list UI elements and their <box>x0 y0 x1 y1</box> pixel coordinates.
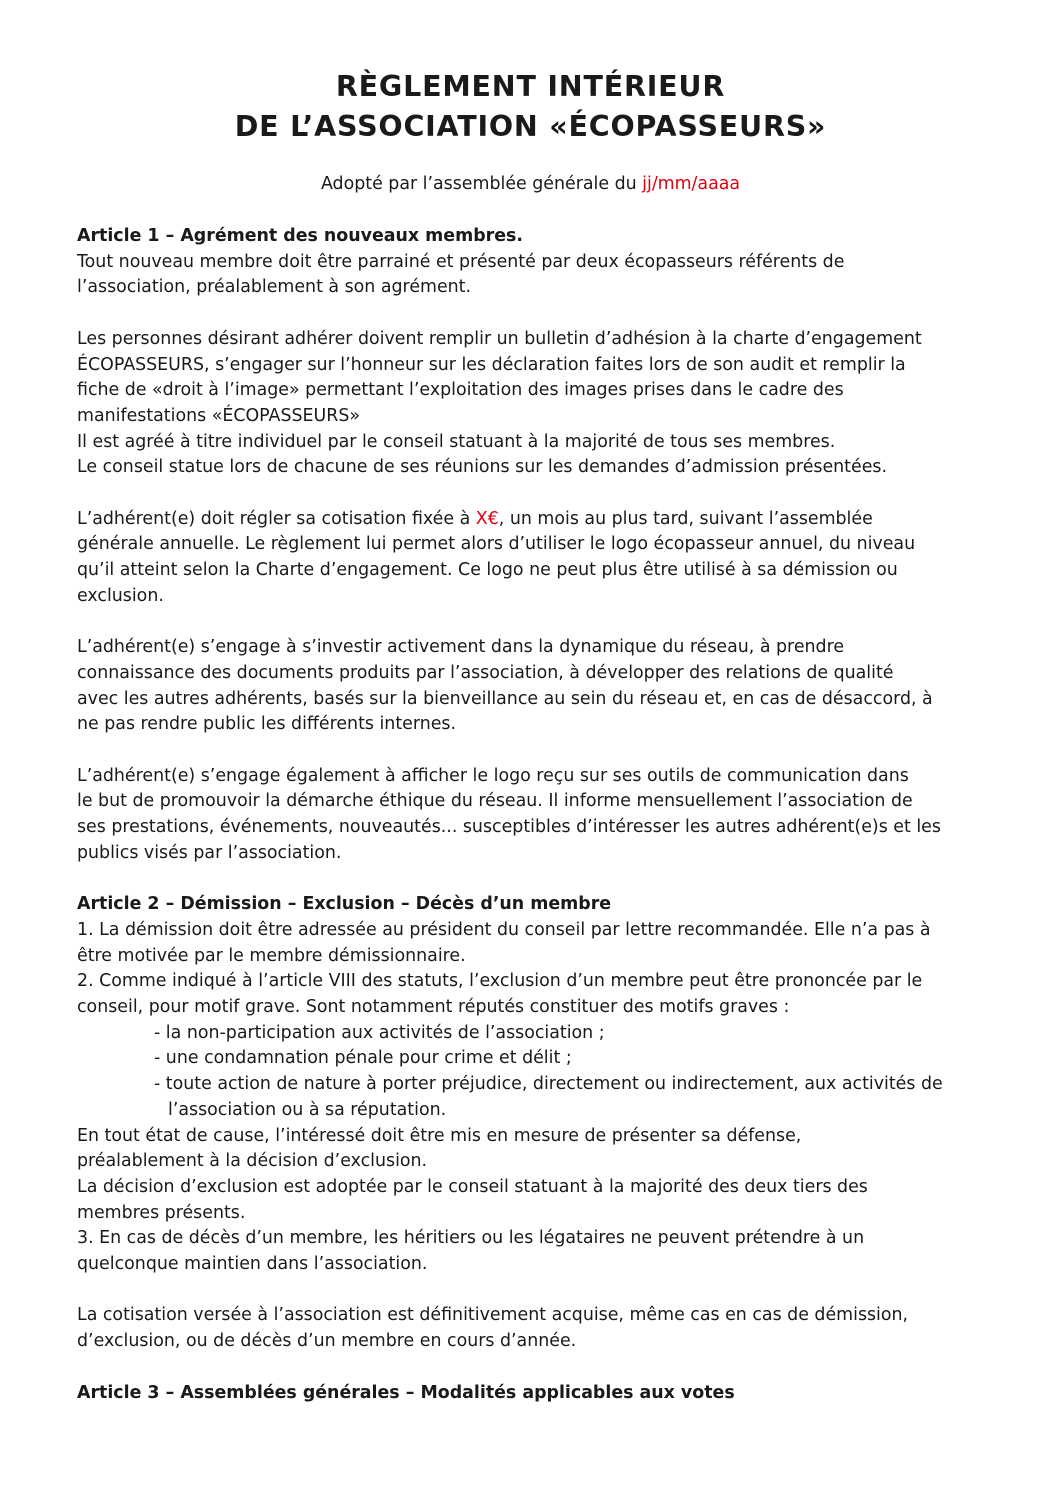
text-line: exclusion. <box>77 585 164 606</box>
text-line: quelconque maintien dans l’association. <box>77 1254 428 1275</box>
text-line: Il est agréé à titre individuel par le conseil statuant à la majorité de tous ses membres. <box>77 431 836 452</box>
document-title-line1: RÈGLEMENT INTÉRIEUR <box>335 70 726 103</box>
text-line: ne pas rendre public les différents internes. <box>77 714 457 735</box>
text-line: le but de promouvoir la démarche éthique du réseau. Il informe mensuellement l’association de <box>77 791 913 812</box>
text-line: L’adhérent(e) doit régler sa cotisation fixée à <box>77 508 476 529</box>
list-item: - une condamnation pénale pour crime et délit ; <box>154 1048 572 1069</box>
text-line: La décision d’exclusion est adoptée par le conseil statuant à la majorité des deux tiers des <box>77 1176 868 1197</box>
text-line: L’adhérent(e) s’engage à s’investir activement dans la dynamique du réseau, à prendre <box>77 637 845 658</box>
text-line: Les personnes désirant adhérer doivent remplir un bulletin d’adhésion à la charte d’engagement <box>77 328 922 349</box>
text-line: avec les autres adhérents, basés sur la bienveillance au sein du réseau et, en cas de désaccord, à <box>77 688 933 709</box>
text-line: 1. La démission doit être adressée au président du conseil par lettre recommandée. Elle n’a pas à <box>77 919 931 940</box>
article1-paragraph1 <box>77 250 997 301</box>
text-line: qu’il atteint selon la Charte d’engagement. Ce logo ne peut plus être utilisé à sa démission ou <box>77 560 898 581</box>
text-line: publics visés par l’association. <box>77 842 342 863</box>
text-line: La cotisation versée à l’association est définitivement acquise, même cas en cas de démission, <box>77 1305 909 1326</box>
text-line: connaissance des documents produits par l’association, à développer des relations de qualité <box>77 662 894 683</box>
text-line: membres présents. <box>77 1202 246 1223</box>
text-line: préalablement à la décision d’exclusion. <box>77 1151 428 1172</box>
text-line: Tout nouveau membre doit être parrainé et présenté par deux écopasseurs référents de <box>77 251 845 272</box>
article2-heading: Article 2 – Démission – Exclusion – Décès d’un membre <box>77 894 612 915</box>
document-body <box>77 224 997 1406</box>
article1-paragraph3 <box>77 507 997 610</box>
document-title-line2: DE L’ASSOCIATION «ÉCOPASSEURS» <box>234 110 827 143</box>
adoption-date-placeholder: jj/mm/aaaa <box>642 174 741 194</box>
article1-heading: Article 1 – Agrément des nouveaux membres. <box>77 226 523 246</box>
adoption-line <box>0 174 1061 194</box>
text-line: conseil, pour motif grave. Sont notamment réputés constituer des motifs graves : <box>77 997 790 1018</box>
article2-section2 <box>77 1124 997 1278</box>
list-item: - la non-participation aux activités de l’association ; <box>154 1022 605 1043</box>
text-line: générale annuelle. Le règlement lui permet alors d’utiliser le logo écopasseur annuel, du niveau <box>77 534 916 555</box>
text-line: être motivée par le membre démissionnaire. <box>77 945 466 966</box>
article1-paragraph4 <box>77 635 997 738</box>
article2-section1 <box>77 918 997 1021</box>
article1-paragraph2 <box>77 327 997 481</box>
text-line: Le conseil statue lors de chacune de ses réunions sur les demandes d’admission présentées. <box>77 457 887 478</box>
grave-motives-list <box>77 1021 997 1124</box>
article1-paragraph5 <box>77 764 997 867</box>
text-line: fiche de «droit à l’image» permettant l’exploitation des images prises dans le cadre des <box>77 380 844 401</box>
adoption-text: Adopté par l’assemblée générale du <box>320 174 643 194</box>
text-line: l’association, préalablement à son agrément. <box>77 277 472 298</box>
text-line: ÉCOPASSEURS, s’engager sur l’honneur sur les déclaration faites lors de son audit et remplir la <box>77 354 906 375</box>
text-line: manifestations «ÉCOPASSEURS» <box>77 405 360 426</box>
text-line: L’adhérent(e) s’engage également à afficher le logo reçu sur ses outils de communication dans <box>77 765 909 786</box>
list-item: - toute action de nature à porter préjudice, directement ou indirectement, aux activités de l’association ou à sa réputation. <box>154 1074 943 1120</box>
fee-amount-placeholder: X€ <box>475 508 499 529</box>
text-line: ses prestations, événements, nouveautés... susceptibles d’intéresser les autres adhérent(e)s et les <box>77 817 941 838</box>
text-line: 2. Comme indiqué à l’article VIII des statuts, l’exclusion d’un membre peut être prononcée par le <box>77 971 923 992</box>
text-line: 3. En cas de décès d’un membre, les héritiers ou les légataires ne peuvent prétendre à un <box>77 1228 865 1249</box>
article3-heading: Article 3 – Assemblées générales – Modalités applicables aux votes <box>77 1382 735 1403</box>
text-line: , un mois au plus tard, suivant l’assemblée <box>498 508 873 529</box>
text-line: En tout état de cause, l’intéressé doit être mis en mesure de présenter sa défense, <box>77 1125 802 1146</box>
text-line: d’exclusion, ou de décès d’un membre en cours d’année. <box>77 1331 577 1352</box>
article2-paragraph-cotisation <box>77 1303 997 1354</box>
